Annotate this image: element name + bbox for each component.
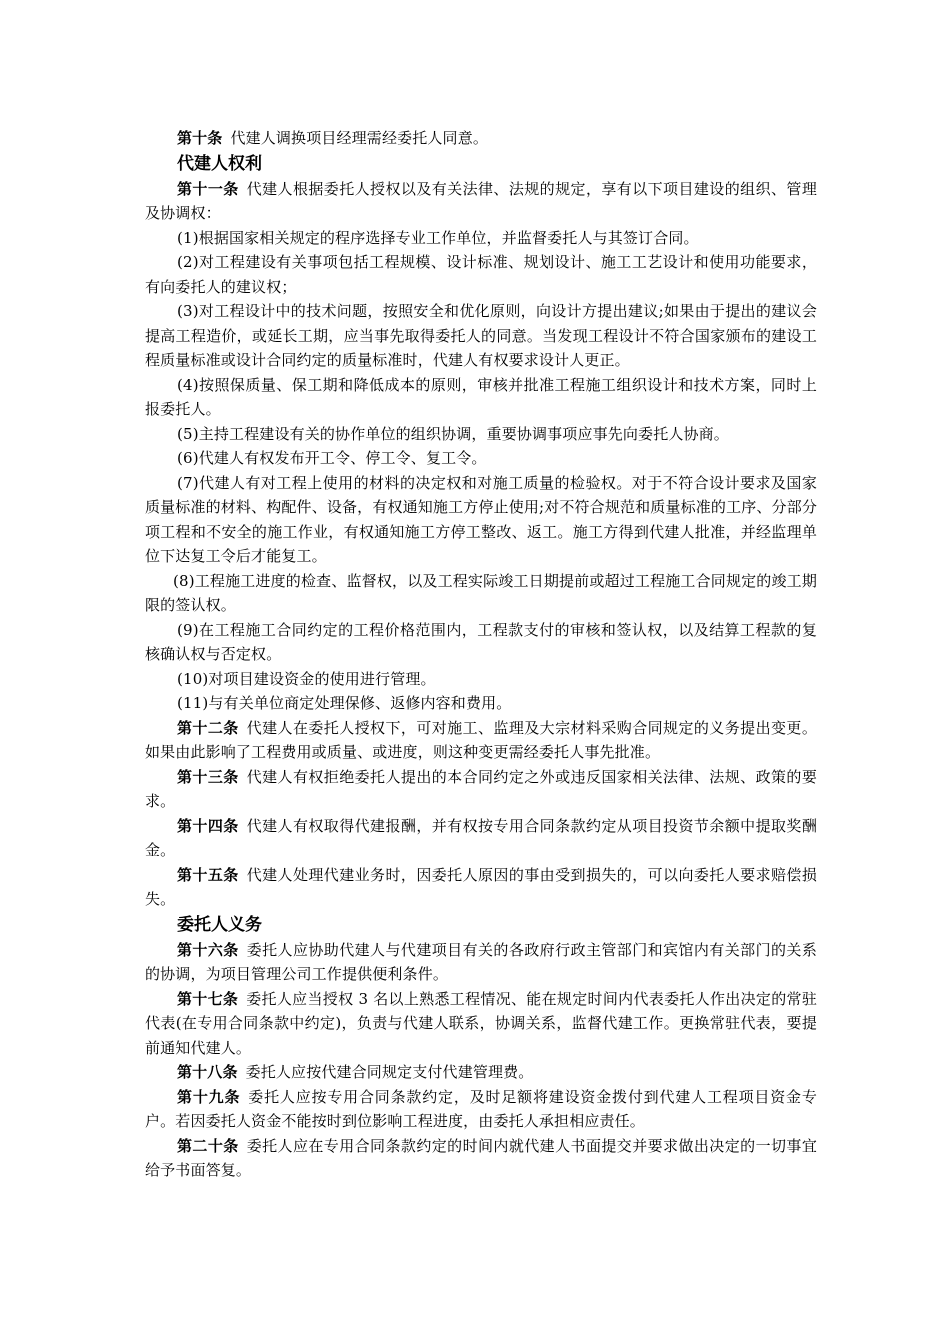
article-text: 代建人有权拒绝委托人提出的本合同约定之外或违反国家相关法律、法规、政策的要求。	[145, 767, 817, 810]
article-label: 第十条	[177, 129, 223, 147]
article-label: 第十九条	[177, 1087, 241, 1106]
list-item-5: (5)主持工程建设有关的协作单位的组织协调，重要协调事项应事先向委托人协商。	[177, 424, 729, 443]
section-heading-client-obligations: 委托人义务	[177, 914, 262, 935]
article-10	[145, 126, 817, 151]
article-text: 代建人根据委托人授权以及有关法律、法规的规定，享有以下项目建设的组织、管理及协调权：	[145, 179, 817, 222]
article-15	[145, 863, 817, 912]
article-label: 第十四条	[177, 816, 239, 835]
section-heading-agent-rights: 代建人权利	[177, 153, 262, 174]
list-item-2: (2)对工程建设有关事项包括工程规模、设计标准、规划设计、施工工艺设计和使用功能要求，有向委托人的建议权；	[145, 253, 817, 296]
list-item-6: (6)代建人有权发布开工令、停工令、复工令。	[177, 449, 487, 467]
article-label: 第十五条	[177, 865, 239, 884]
list-item-8: (8)工程施工进度的检查、监督权，以及工程实际竣工日期提前或超过工程施工合同规定的竣工期限的签认权。	[145, 571, 817, 614]
article-label: 第十八条	[177, 1063, 238, 1081]
article-19	[145, 1085, 817, 1134]
list-item-7: (7)代建人有对工程上使用的材料的决定权和对施工质量的检验权。对于不符合设计要求及国家质量标准的材料、构配件、设备，有权通知施工方停止使用;对不符合规范和质量标准的工序、分部分项工程和不安全的施工作业，有权通知施工方停工整改、返工。施工方得到代建人批准，并经监理单位下达复工令后才能复工。	[145, 473, 817, 565]
article-label: 第十六条	[177, 940, 239, 959]
document-page	[145, 126, 817, 1183]
article-text: 委托人应按专用合同条款约定，及时足额将建设资金拨付到代建人工程项目资金专户。若因委托人资金不能按时到位影响工程进度，由委托人承担相应责任。	[145, 1087, 817, 1130]
article-text: 代建人调换项目经理需经委托人同意。	[230, 129, 489, 147]
article-20	[145, 1134, 817, 1183]
article-11	[145, 177, 817, 226]
article-label: 第十一条	[177, 179, 239, 198]
article-13	[145, 765, 817, 814]
article-text: 委托人应在专用合同条款约定的时间内就代建人书面提交并要求做出决定的一切事宜给予书面答复。	[145, 1136, 817, 1179]
article-text: 委托人应当授权 3 名以上熟悉工程情况、能在规定时间内代表委托人作出决定的常驻代表(在专用合同条款中约定)，负责与代建人联系，协调关系，监督代建工作。更换常驻代表，要提前通知代建人。	[145, 989, 817, 1057]
article-12	[145, 716, 817, 765]
article-label: 第十三条	[177, 767, 239, 786]
article-16	[145, 938, 817, 987]
list-item-11: (11)与有关单位商定处理保修、返修内容和费用。	[177, 694, 512, 712]
article-label: 第十二条	[177, 718, 239, 737]
article-text: 代建人处理代建业务时，因委托人原因的事由受到损失的，可以向委托人要求赔偿损失。	[145, 865, 817, 908]
article-14	[145, 814, 817, 863]
article-text: 代建人在委托人授权下，可对施工、监理及大宗材料采购合同规定的义务提出变更。如果由此影响了工程费用或质量、或进度，则这种变更需经委托人事先批准。	[145, 718, 817, 761]
article-text: 委托人应按代建合同规定支付代建管理费。	[245, 1063, 534, 1081]
list-item-9: (9)在工程施工合同约定的工程价格范围内，工程款支付的审核和签认权，以及结算工程款的复核确认权与否定权。	[145, 620, 817, 663]
article-text: 代建人有权取得代建报酬，并有权按专用合同条款约定从项目投资节余额中提取奖酬金。	[145, 816, 817, 859]
article-17	[145, 987, 817, 1061]
article-text: 委托人应协助代建人与代建项目有关的各政府行政主管部门和宾馆内有关部门的关系的协调，为项目管理公司工作提供便利条件。	[145, 940, 817, 983]
article-18	[145, 1060, 817, 1085]
list-item-10: (10)对项目建设资金的使用进行管理。	[177, 669, 436, 688]
list-item-3: (3)对工程设计中的技术问题，按照安全和优化原则，向设计方提出建议;如果由于提出的建议会提高工程造价，或延长工期，应当事先取得委托人的同意。当发现工程设计不符合国家颁布的建设工程质量标准或设计合同约定的质量标准时，代建人有权要求设计人更正。	[145, 302, 817, 369]
article-label: 第二十条	[177, 1136, 239, 1155]
list-item-1: (1)根据国家相关规定的程序选择专业工作单位，并监督委托人与其签订合同。	[177, 228, 699, 247]
article-label: 第十七条	[177, 989, 239, 1008]
list-item-4: (4)按照保质量、保工期和降低成本的原则，审核并批准工程施工组织设计和技术方案，同时上报委托人。	[145, 375, 817, 418]
